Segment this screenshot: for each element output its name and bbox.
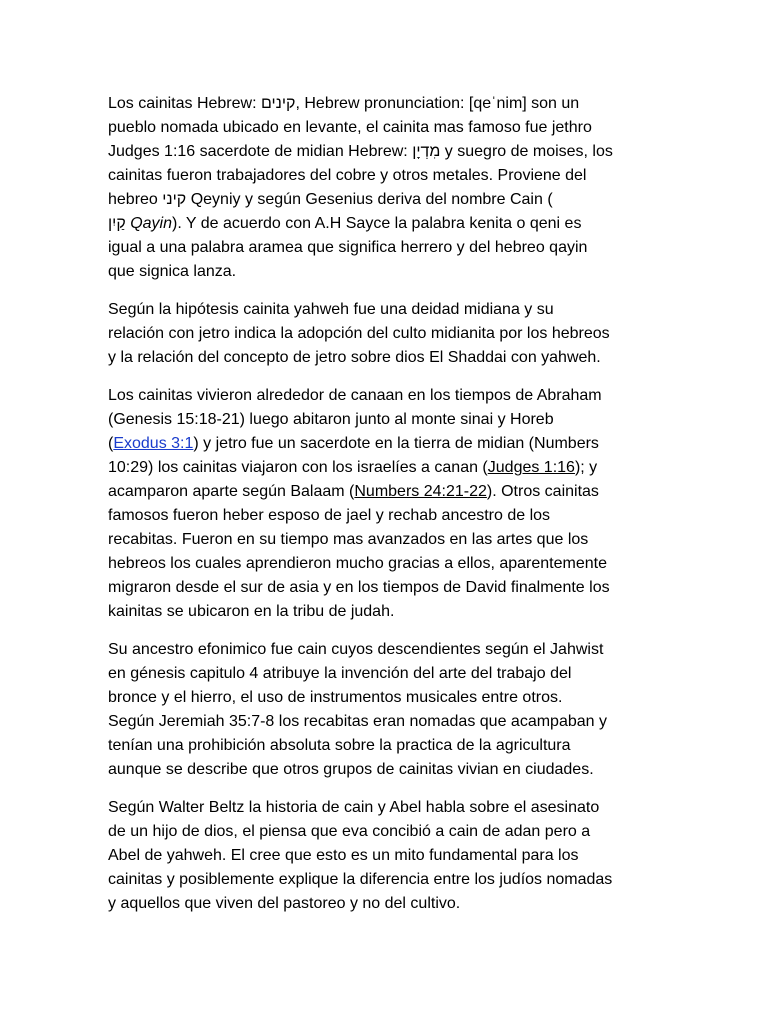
- text-line: hebreos los cuales aprendieron mucho gracias a ellos, aparentemente: [108, 555, 607, 572]
- judges-link[interactable]: Judges 1:16: [487, 459, 575, 476]
- line-text: ); y: [574, 459, 598, 476]
- text-line: cainitas fueron trabajadores del cobre y otros metales. Proviene del: [108, 167, 587, 184]
- text-line: en génesis capitulo 4 atribuye la invención del arte del trabajo del: [108, 665, 572, 682]
- text-line: famosos fueron heber esposo de jael y rechab ancestro de los: [108, 507, 551, 524]
- text-line: y aquellos que viven del pastoreo y no del cultivo.: [108, 895, 461, 912]
- document-body: [108, 92, 668, 930]
- paragraph-5: [108, 796, 668, 916]
- text-line: Los cainitas vivieron alrededor de canaan en los tiempos de Abraham: [108, 387, 602, 404]
- exodus-link[interactable]: Exodus 3:1: [113, 435, 194, 452]
- text-line: de un hijo de dios, el piensa que eva concibió a cain de adan pero a: [108, 823, 591, 840]
- paragraph-1: [108, 92, 668, 284]
- text-line: pueblo nomada ubicado en levante, el cainita mas famoso fue jethro: [108, 119, 592, 136]
- line-text: ). Otros cainitas: [486, 483, 599, 500]
- text-line: bronce y el hierro, el uso de instrumentos musicales entre otros.: [108, 689, 563, 706]
- text-line: igual a una palabra aramea que significa herrero y del hebreo qayin: [108, 239, 588, 256]
- text-line: Abel de yahweh. El cree que esto es un mito fundamental para los: [108, 847, 579, 864]
- line-text: (: [108, 435, 114, 452]
- italic-word: Qayin: [130, 215, 172, 232]
- text-line: [108, 456, 668, 480]
- text-line: Su ancestro efonimico fue cain cuyos descendientes según el Jahwist: [108, 641, 604, 658]
- text-line: recabitas. Fueron en su tiempo mas avanzados en las artes que los: [108, 531, 589, 548]
- text-line: y la relación del concepto de jetro sobre dios El Shaddai con yahweh.: [108, 349, 601, 366]
- text-line: (Genesis 15:18-21) luego abitaron junto al monte sinai y Horeb: [108, 411, 554, 428]
- line-text: 10:29) los cainitas viajaron con los israelíes a canan (: [108, 459, 488, 476]
- line-text: ) y jetro fue un sacerdote en la tierra de midian (Numbers: [193, 435, 599, 452]
- text-line: [108, 212, 668, 236]
- text-line: kainitas se ubicaron en la tribu de judah.: [108, 603, 395, 620]
- text-line: [108, 480, 668, 504]
- text-line: Según Walter Beltz la historia de cain y Abel habla sobre el asesinato: [108, 799, 600, 816]
- text-line: cainitas y posiblemente explique la diferencia entre los judíos nomadas: [108, 871, 613, 888]
- paragraph-4: [108, 638, 668, 782]
- text-line: migraron desde el sur de asia y en los tiempos de David finalmente los: [108, 579, 610, 596]
- paragraph-3: [108, 384, 668, 624]
- text-line: [108, 432, 668, 456]
- paragraph-2: [108, 298, 668, 370]
- text-line: aunque se describe que otros grupos de cainitas vivian en ciudades.: [108, 761, 594, 778]
- text-line: relación con jetro indica la adopción del culto midianita por los hebreos: [108, 325, 610, 342]
- text-line: hebreo קיני Qeyniy y según Gesenius deriva del nombre Cain (: [108, 191, 553, 208]
- text-line: Según la hipótesis cainita yahweh fue una deidad midiana y su: [108, 301, 554, 318]
- text-line: tenían una prohibición absoluta sobre la practica de la agricultura: [108, 737, 571, 754]
- text-line: que signica lanza.: [108, 263, 237, 280]
- numbers-link[interactable]: Numbers 24:21-22: [354, 483, 487, 500]
- text-line: Según Jeremiah 35:7-8 los recabitas eran nomadas que acampaban y: [108, 713, 607, 730]
- hebrew-word: קַיִן: [108, 215, 131, 232]
- text-line: Los cainitas Hebrew: קינים, Hebrew pronunciation: [qeˈnim] son un: [108, 95, 580, 112]
- line-text: ). Y de acuerdo con A.H Sayce la palabra kenita o qeni es: [172, 215, 582, 232]
- text-line: Judges 1:16 sacerdote de midian Hebrew: מִדְיָן y suegro de moises, los: [108, 143, 613, 160]
- line-text: acamparon aparte según Balaam (: [108, 483, 355, 500]
